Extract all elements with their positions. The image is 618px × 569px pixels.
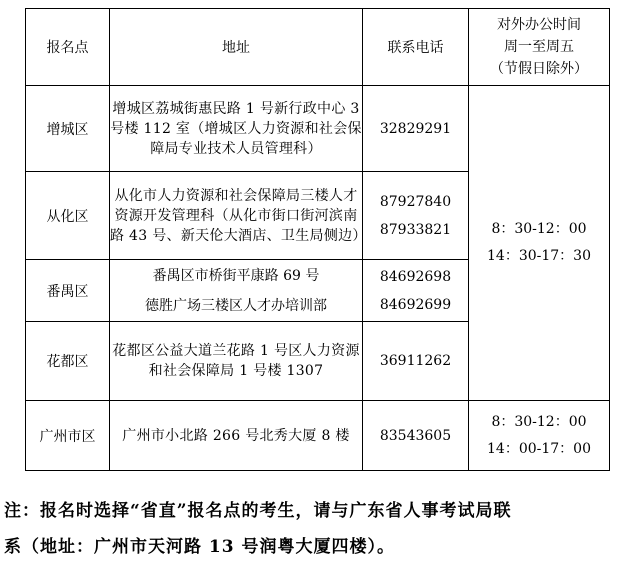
district-cell: 增城区	[26, 86, 110, 172]
phone-number: 87933821	[379, 221, 452, 238]
footnote-line: 系（地址：广州市天河路 13 号润粤大厦四楼）。	[4, 537, 395, 557]
table-row	[26, 401, 610, 471]
phone-cell	[363, 172, 469, 260]
phone-cell	[363, 322, 469, 401]
header-district: 报名点	[26, 9, 110, 86]
hours-afternoon: 14：00-17：00	[487, 440, 591, 457]
address-cell: 增城区荔城街惠民路 1 号新行政中心 3 号楼 112 室（增城区人力资源和社会保障局专业技术人员管理科）	[110, 86, 363, 172]
district-cell: 番禺区	[26, 260, 110, 322]
phone-cell	[363, 401, 469, 471]
table-row	[26, 86, 610, 172]
district-cell: 广州市区	[26, 401, 110, 471]
address-cell: 从化市人力资源和社会保障局三楼人才资源开发管理科（从化市街口街河滨南路 43 号、新天伦大酒店、卫生局侧边）	[110, 172, 363, 260]
address-cell: 广州市小北路 266 号北秀大厦 8 楼	[110, 401, 363, 471]
phone-cell	[363, 86, 469, 172]
address-line: 德胜广场三楼区人才办培训部	[145, 297, 327, 314]
hours-morning: 8：30-12：00	[491, 413, 587, 430]
registration-points-table	[25, 8, 610, 471]
office-hours-cell	[469, 401, 610, 471]
header-office-hours	[469, 9, 610, 86]
hours-afternoon: 14：30-17：30	[487, 248, 591, 264]
footnote-line: 注：报名时选择“省直”报名点的考生，请与广东省人事考试局联	[4, 501, 512, 521]
phone-cell	[363, 260, 469, 322]
address-cell: 花都区公益大道兰花路 1 号区人力资源和社会保障局 1 号楼 1307	[110, 322, 363, 401]
district-cell: 花都区	[26, 322, 110, 401]
address-cell	[110, 260, 363, 322]
header-hours-line2: 周一至周五	[504, 39, 574, 55]
header-address: 地址	[110, 9, 363, 86]
phone-number: 87927840	[379, 193, 452, 210]
phone-number: 36911262	[379, 353, 452, 369]
phone-number: 84692698	[379, 268, 452, 285]
header-hours-line1: 对外办公时间	[497, 17, 581, 33]
phone-number: 83543605	[379, 427, 452, 444]
hours-morning: 8：30-12：00	[491, 221, 587, 237]
phone-number: 84692699	[379, 296, 452, 313]
phone-number: 32829291	[379, 120, 452, 137]
office-hours-cell	[469, 86, 610, 401]
district-cell: 从化区	[26, 172, 110, 260]
header-hours-line3: （节假日除外）	[490, 61, 588, 77]
footnote	[4, 493, 614, 565]
table-header-row	[26, 9, 610, 86]
header-phone: 联系电话	[363, 9, 469, 86]
address-line: 番禺区市桥街平康路 69 号	[152, 267, 320, 284]
